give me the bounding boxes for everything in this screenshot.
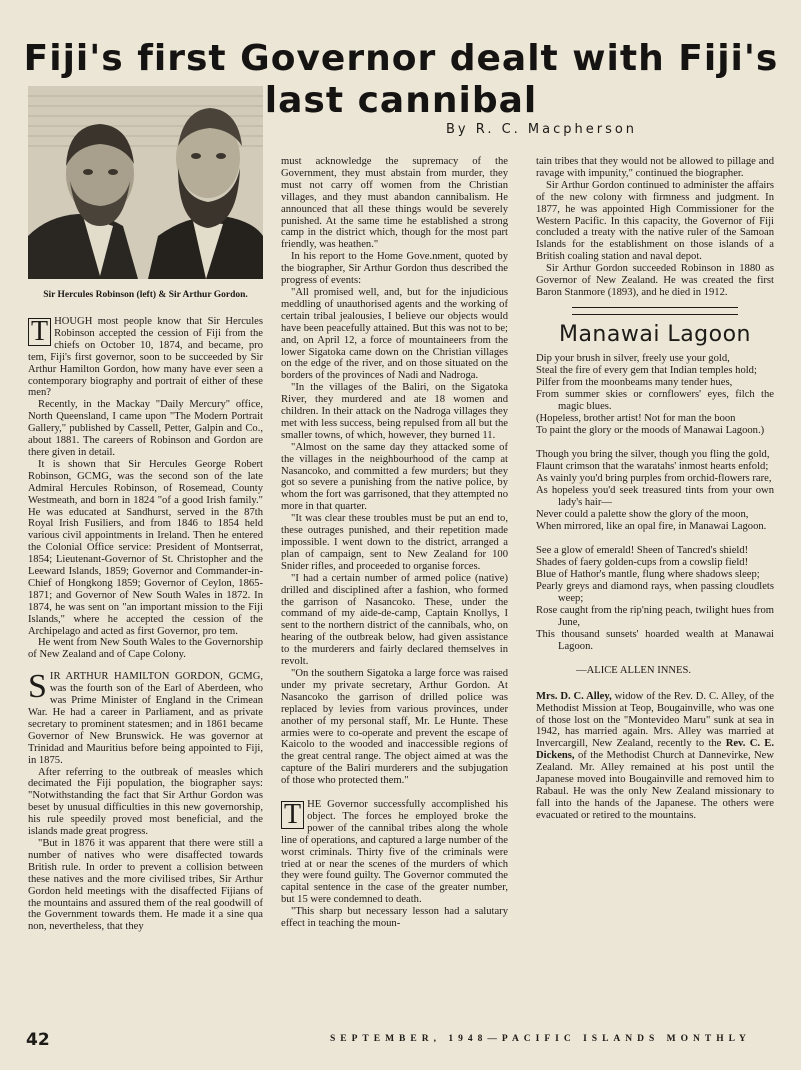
article-column-1 [28, 316, 263, 933]
poem-author: —ALICE ALLEN INNES. [576, 664, 692, 676]
poem-line: Shades of faery golden-cups from a cowslip field! [536, 556, 749, 568]
article-paragraph: tain tribes that they would not be allowed to pillage and ravage with impunity," continued the biographer. [536, 156, 774, 179]
portrait-engraving [28, 86, 263, 279]
drop-cap: T [28, 318, 51, 346]
poem-title: Manawai Lagoon [558, 321, 752, 347]
page-footer [0, 1028, 801, 1058]
poem-stanza-2 [536, 449, 774, 533]
poem-line: (Hopeless, brother artist! Not for man the boon [536, 412, 736, 424]
article-paragraph: "I had a certain number of armed police (native) drilled and disciplined after a fashion, who formed the garrison of Nasancoko. These, under the command of my aide-de-camp, Captain Knollys, I sent to the northern district of the cannibals, who, on hearing of the outbreak below, had given assistance to the murderers and fairly declared themselves in revolt. [281, 572, 508, 668]
article-paragraph: "On the southern Sigatoka a large force was raised under my private secretary, Arthur Gordon. At Nasancoko the garrison of drilled police was replaced by levies from various provinces, under another of my personal staff, Mr. Le Hunte. These armies were to co-operate and prevent the escape of Kaicolo to the wooded and inaccessible regions of the great central range. The object aimed at was the capture of the Baliri murderers and the subjugation of those who protected them." [281, 667, 508, 787]
article-paragraph: T HE Governor successfully accomplished his object. The forces he employed broke the power of the cannibal tribes along the whole line of operations, and captured a large number of the worst criminals. Thirty five of the criminals were tried at or near the scenes of the murders of which they were found guilty. The Governor commuted the capital sentence in the case of the greater number, but 15 were condemned to death. [281, 799, 508, 906]
article-paragraph: Sir Arthur Gordon succeeded Robinson in 1880 as Governor of New Zealand. He was created the first Baron Stanmore (1893), and he died in 1912. [536, 263, 774, 298]
article-column-2 [281, 156, 508, 930]
article-paragraph: It is shown that Sir Hercules George Robert Robinson, GCMG, was the second son of the late Admiral Hercules Robinson, of Rosemead, County Westmeath, and born in 1824 "of a good Irish family." He was educated at Sandhurst, served in the 87th Royal Irish Fusiliers, and from 1846 to 1854 held various civil appointments in Ireland. Then he entered the Colonial Office service: President of Montserrat, 1854; Lieutenant-Governor of St. Christopher and the Leeward Islands, 1859; Governor and Commander-in-Chief of Hongkong 1859; Governor of Ceylon, 1865-1871; and Governor of New South Wales in 1872. In 1874, he was sent on "an important mission to the Fiji Islands," where he accepted the cession of the Archipelago and acted as first Governor, pro tem. [28, 458, 263, 637]
article-paragraph: "This sharp but necessary lesson had a salutary effect in teaching the moun- [281, 906, 508, 930]
photo-caption: Sir Hercules Robinson (left) & Sir Arthur Gordon. [43, 290, 248, 300]
article-paragraph: He went from New South Wales to the Governorship of New Zealand and of Cape Colony. [28, 637, 263, 661]
article-paragraph: "But in 1876 it was apparent that there were still a number of natives who were disaffected towards British rule. In order to prevent a collision between these natives and the more civilised tribes, Sir Arthur Gordon held meetings with the disaffected Fijians of the mountains and assured them of the real goodwill of the Government towards them. He made it a sine qua non, nevertheless, that they [28, 837, 263, 933]
article-paragraph: "It was clear these troubles must be put an end to, these outrages punished, and their repetition made impossible. I went down to the district, arranged a plan of campaign, sent to New Zealand for 100 Snider rifles, and proceeded to organise forces. [281, 513, 508, 572]
poem-line: This thousand sunsets' hoarded wealth at Manawai Lagoon. [536, 628, 774, 652]
page-number: 42 [26, 1030, 50, 1050]
poem [536, 353, 774, 653]
poem-line: Steal the fire of every gem that Indian temples hold; [536, 364, 757, 376]
poem-line: Dip your brush in silver, freely use your gold, [536, 352, 730, 364]
poem-line: As hopeless you'd seek treasured tints from your own lady's hair— [536, 484, 774, 508]
article-column-3 [536, 156, 774, 822]
notice-name: Mrs. D. C. Alley, [536, 690, 612, 702]
poem-line: From summer skies or cornflowers' eyes, filch the magic blues. [536, 388, 774, 412]
article-paragraph: Sir Arthur Gordon continued to administer the affairs of the new colony with firmness and judgment. In 1877, he was appointed High Commissioner for the Western Pacific. In this capacity, the Governor of Fiji concluded a treaty with the native ruler of the Samoan Islands for the establishment on those islands of a British coaling station and naval depot. [536, 179, 774, 263]
poem-line: Though you bring the silver, though you fling the gold, [536, 448, 770, 460]
divider-rule [572, 314, 738, 315]
poem-line: Pilfer from the moonbeams many tender hues, [536, 376, 733, 388]
poem-line: Rose caught from the rip'ning peach, twilight hues from June, [536, 604, 774, 628]
notice-name: Rev. C. E. Dickens, [536, 738, 774, 762]
drop-cap: S [28, 668, 47, 706]
article-paragraph: T HOUGH most people know that Sir Hercules Robinson accepted the cession of Fiji from the chiefs on October 10, 1874, and became, pro tem, Fiji's first governor, soon to be succeeded by Sir Arthur Hamilton Gordon, how many have ever seen a contemporary biography and portrait of either of these men? [28, 316, 263, 399]
article-paragraph: "In the villages of the Baliri, on the Sigatoka River, they murdered and ate 18 women and children. In their attack on the Nadroga villages they met with less success, being repulsed from all but the smaller towns, of which, however, they burned 11. [281, 382, 508, 441]
article-headline: Fiji's first Governor dealt with Fiji's last cannibal [23, 38, 779, 122]
poem-line: Flaunt crimson that the waratahs' inmost hearts enfold; [536, 460, 769, 472]
personal-notice: Mrs. D. C. Alley, widow of the Rev. D. C. Alley, of the Methodist Mission at Teop, Bougainville, who was one of those lost on the "Montevideo Maru" sunk at sea in 1942, has married again. Mrs. Alley was married at Invercargill, New Zealand, recently to the Rev. C. E. Dickens, of the Methodist Church at Dannevirke, New Zealand. Mr. Alley remained at his post until the Japanese moved into Bougainville and removed him to Rabaul. He was the only New Zealand missionary to fall into the hands of the Japanese. The others were evacuated or retired to the mountains. [536, 690, 774, 821]
divider-rule [572, 307, 738, 308]
article-paragraph: "Almost on the same day they attacked some of the villages in the neighbourhood of the camp at Nasancoko, and committed a few murders; but they got so severe a punishing from the native police, by whom the fort was garrisoned, that they attempted no more in that quarter. [281, 441, 508, 513]
article-paragraph: Recently, in the Mackay "Daily Mercury" office, North Queensland, I came upon "The Modern Portrait Gallery," published by Cassell, Petter, Galpin and Co., about 1881. The careers of Robinson and Gordon are there given in detail. [28, 399, 263, 458]
poem-line: Pearly greys and diamond rays, when passing cloudlets weep; [536, 580, 774, 604]
article-paragraph: After referring to the outbreak of measles which decimated the Fiji population, the biographer says: "Notwithstanding the fact that Sir Arthur Gordon was beset by unusual difficulties in this new governorship, his rule speedily proved most beneficial, and the islands made great progress. [28, 766, 263, 838]
running-title: SEPTEMBER, 1948—PACIFIC ISLANDS MONTHLY [330, 1034, 751, 1044]
article-byline: By R. C. Macpherson [446, 122, 638, 137]
poem-line: When mirrored, like an opal fire, in Manawai Lagoon. [536, 520, 767, 532]
poem-line: Never could a palette show the glory of the moon, [536, 508, 749, 520]
article-paragraph: SIR ARTHUR HAMILTON GORDON, GCMG, was the fourth son of the Earl of Aberdeen, who was Prime Minister of England in the Crimean War. He had a career in Parliament, and as private secretary to prominent statesmen; and in 1861 became Governor of New Brunswick. He was governor at Trinidad and Mauritius before being appointed to Fiji, in 1875. [28, 668, 263, 766]
article-paragraph: "All promised well, and, but for the injudicious meddling of unauthorised agents and the working of certain tribal jealousies, I believe our objects would have been peacefully attained. But this was not to be; and, on April 12, a force of mountaineers from the lower Sigatoka came down on the Christian villages on the edge of the river, and on those situated on the borders of the provinces of Nadi and Nadroga. [281, 286, 508, 382]
poem-stanza-1 [536, 353, 774, 437]
poem-line: To paint the glory or the moods of Manawai Lagoon.) [536, 424, 765, 436]
poem-line: See a glow of emerald! Sheen of Tancred's shield! [536, 544, 749, 556]
poem-line: Blue of Hathor's mantle, flung where shadows sleep; [536, 568, 760, 580]
portrait-photo [28, 86, 263, 279]
drop-cap: T [281, 801, 304, 829]
article-paragraph: In his report to the Home Gove.nment, quoted by the biographer, Sir Arthur Gordon thus described the progress of events: [281, 251, 508, 287]
poem-line: As vainly you'd bring purples from orchid-flowers rare, [536, 472, 772, 484]
poem-stanza-3 [536, 545, 774, 653]
article-paragraph: must acknowledge the supremacy of the Government, they must abstain from murder, they must not carry off women from the Christian villages, and they must abandon cannibalism. He announced that all these things would be severely punished. At the same time he established a strong camp in the district which, though for the most part friendly, was heathen." [281, 156, 508, 251]
